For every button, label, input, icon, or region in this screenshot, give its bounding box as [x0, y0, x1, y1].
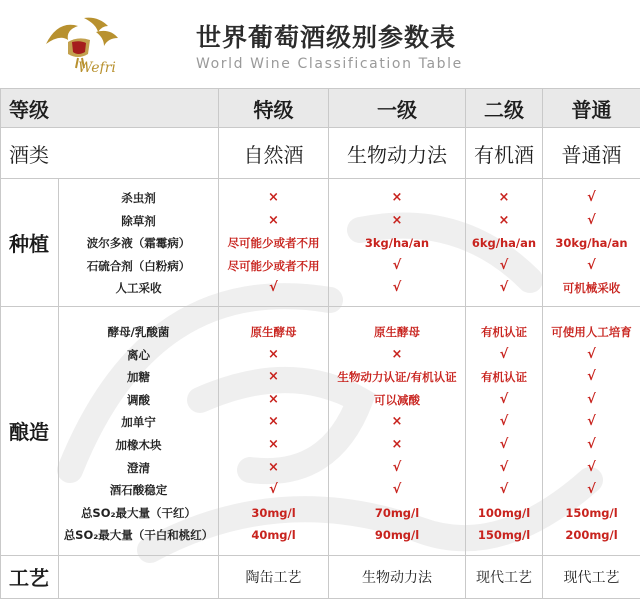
brewing-item: 酒石酸稳定	[109, 483, 168, 498]
brewing-value: ×	[391, 436, 403, 452]
brewing-value: ×	[268, 414, 279, 430]
page-subtitle: World Wine Classification Table	[196, 56, 463, 72]
logo-wordmark: Wefri	[78, 60, 116, 74]
classification-table	[0, 88, 640, 599]
planting-value: √	[587, 212, 596, 228]
wine-type-value: 有机酒	[466, 128, 543, 179]
brewing-value: ×	[268, 391, 279, 407]
planting-value: 尽可能少或者不用	[227, 236, 320, 251]
brewing-item: 总SO₂最大量（干白和桃红）	[63, 528, 214, 543]
brewing-value: √	[587, 369, 596, 385]
brewing-value: 有机认证	[481, 324, 527, 339]
planting-value: ×	[391, 212, 403, 228]
header	[0, 0, 640, 88]
brewing-value: √	[587, 346, 596, 362]
planting-item: 除草剂	[121, 213, 156, 228]
planting-value: 6kg/ha/an	[471, 236, 537, 251]
brewing-item: 调酸	[127, 392, 150, 407]
brewing-value: √	[499, 414, 509, 430]
brewing-value: 150mg/l	[565, 505, 618, 520]
brewing-value: 200mg/l	[565, 528, 618, 543]
grade-premium: 特级	[219, 89, 329, 128]
brewing-value: √	[392, 459, 402, 475]
grade-ordinary: 普通	[543, 89, 640, 128]
brewing-value: 30mg/l	[251, 505, 296, 520]
grade-first: 一级	[329, 89, 466, 128]
brewing-value: √	[499, 391, 509, 407]
planting-value: 30kg/ha/an	[555, 236, 628, 251]
planting-value: √	[392, 257, 402, 273]
brewing-col-premium	[219, 306, 329, 555]
planting-value: 3kg/ha/an	[364, 236, 430, 251]
brewing-value: √	[499, 459, 509, 475]
planting-value: ×	[268, 212, 279, 228]
brewing-value: ×	[268, 436, 279, 452]
brewing-value: 90mg/l	[374, 528, 420, 543]
planting-value: ×	[498, 190, 510, 205]
brewing-section	[1, 306, 640, 555]
wefri-logo	[38, 14, 130, 74]
planting-item: 波尔多液（霜霉病）	[86, 236, 191, 251]
brewing-value: √	[499, 482, 509, 498]
brewing-item: 离心	[127, 347, 150, 362]
brewing-value: √	[587, 391, 596, 407]
brewing-items	[59, 306, 219, 555]
planting-items	[59, 179, 219, 307]
craft-value: 现代工艺	[466, 555, 543, 598]
brewing-value: ×	[391, 414, 403, 430]
brewing-value: √	[392, 482, 402, 498]
craft-row	[1, 555, 640, 598]
planting-col-first	[329, 179, 466, 307]
planting-section	[1, 179, 640, 307]
planting-col-second	[466, 179, 543, 307]
brewing-col-first	[329, 306, 466, 555]
brewing-item: 澄清	[127, 460, 150, 475]
brewing-value: √	[587, 459, 596, 475]
brewing-value: 有机认证	[481, 370, 527, 385]
brewing-col-second	[466, 306, 543, 555]
brewing-col-ordinary	[543, 306, 640, 555]
brewing-value: √	[499, 436, 509, 452]
brewing-value: √	[269, 482, 278, 498]
planting-value: ×	[498, 212, 510, 228]
brewing-value: 原生酵母	[374, 324, 420, 339]
wine-type-row	[1, 128, 640, 179]
planting-value: √	[499, 257, 509, 273]
wine-type-label: 酒类	[1, 128, 219, 179]
wine-type-value: 自然酒	[219, 128, 329, 179]
wine-type-value: 普通酒	[543, 128, 640, 179]
craft-value: 生物动力法	[329, 555, 466, 598]
brewing-value: √	[587, 414, 596, 430]
planting-col-premium	[219, 179, 329, 307]
planting-item: 石硫合剂（白粉病）	[86, 258, 191, 273]
brewing-value: 150mg/l	[477, 528, 531, 543]
brewing-value: √	[587, 436, 596, 452]
grade-header-row	[1, 89, 640, 128]
craft-value: 现代工艺	[543, 555, 640, 598]
craft-category: 工艺	[1, 555, 59, 598]
wine-type-value: 生物动力法	[329, 128, 466, 179]
planting-value: 尽可能少或者不用	[227, 258, 320, 273]
brewing-value: 生物动力认证/有机认证	[337, 370, 457, 385]
planting-value: √	[499, 280, 509, 296]
brewing-value: 40mg/l	[251, 528, 296, 543]
brewing-value: 70mg/l	[374, 505, 420, 520]
planting-value: √	[587, 257, 596, 273]
brewing-item: 总SO₂最大量（干红）	[80, 505, 197, 520]
planting-value: ×	[391, 190, 403, 205]
brewing-item: 加单宁	[121, 415, 156, 430]
planting-item: 人工采收	[115, 281, 162, 296]
brewing-item: 酵母/乳酸菌	[107, 324, 170, 339]
brewing-item: 加橡木块	[115, 437, 162, 452]
brewing-value: √	[587, 482, 596, 498]
planting-value: √	[269, 280, 278, 296]
brewing-value: ×	[391, 346, 403, 362]
brewing-value: 可以减酸	[374, 392, 420, 407]
grade-second: 二级	[466, 89, 543, 128]
planting-category: 种植	[1, 179, 59, 307]
brewing-value: 原生酵母	[250, 324, 297, 339]
brewing-item: 加糖	[127, 370, 150, 385]
grade-label: 等级	[1, 89, 219, 128]
planting-value: ×	[268, 190, 279, 205]
planting-value: √	[392, 280, 402, 296]
brewing-value: 可使用人工培育	[551, 324, 632, 339]
brewing-value: 100mg/l	[477, 505, 531, 520]
craft-blank	[59, 555, 219, 598]
planting-value: √	[587, 190, 596, 205]
brewing-value: ×	[268, 346, 279, 362]
planting-value: 可机械采收	[562, 281, 621, 296]
brewing-category: 酿造	[1, 306, 59, 555]
page-title: 世界葡萄酒级别参数表	[196, 23, 457, 52]
brewing-value: √	[499, 346, 509, 362]
planting-item: 杀虫剂	[121, 191, 156, 205]
brewing-value: ×	[268, 459, 279, 475]
craft-value: 陶缶工艺	[219, 555, 329, 598]
planting-col-ordinary	[543, 179, 640, 307]
brewing-value: ×	[268, 369, 279, 385]
